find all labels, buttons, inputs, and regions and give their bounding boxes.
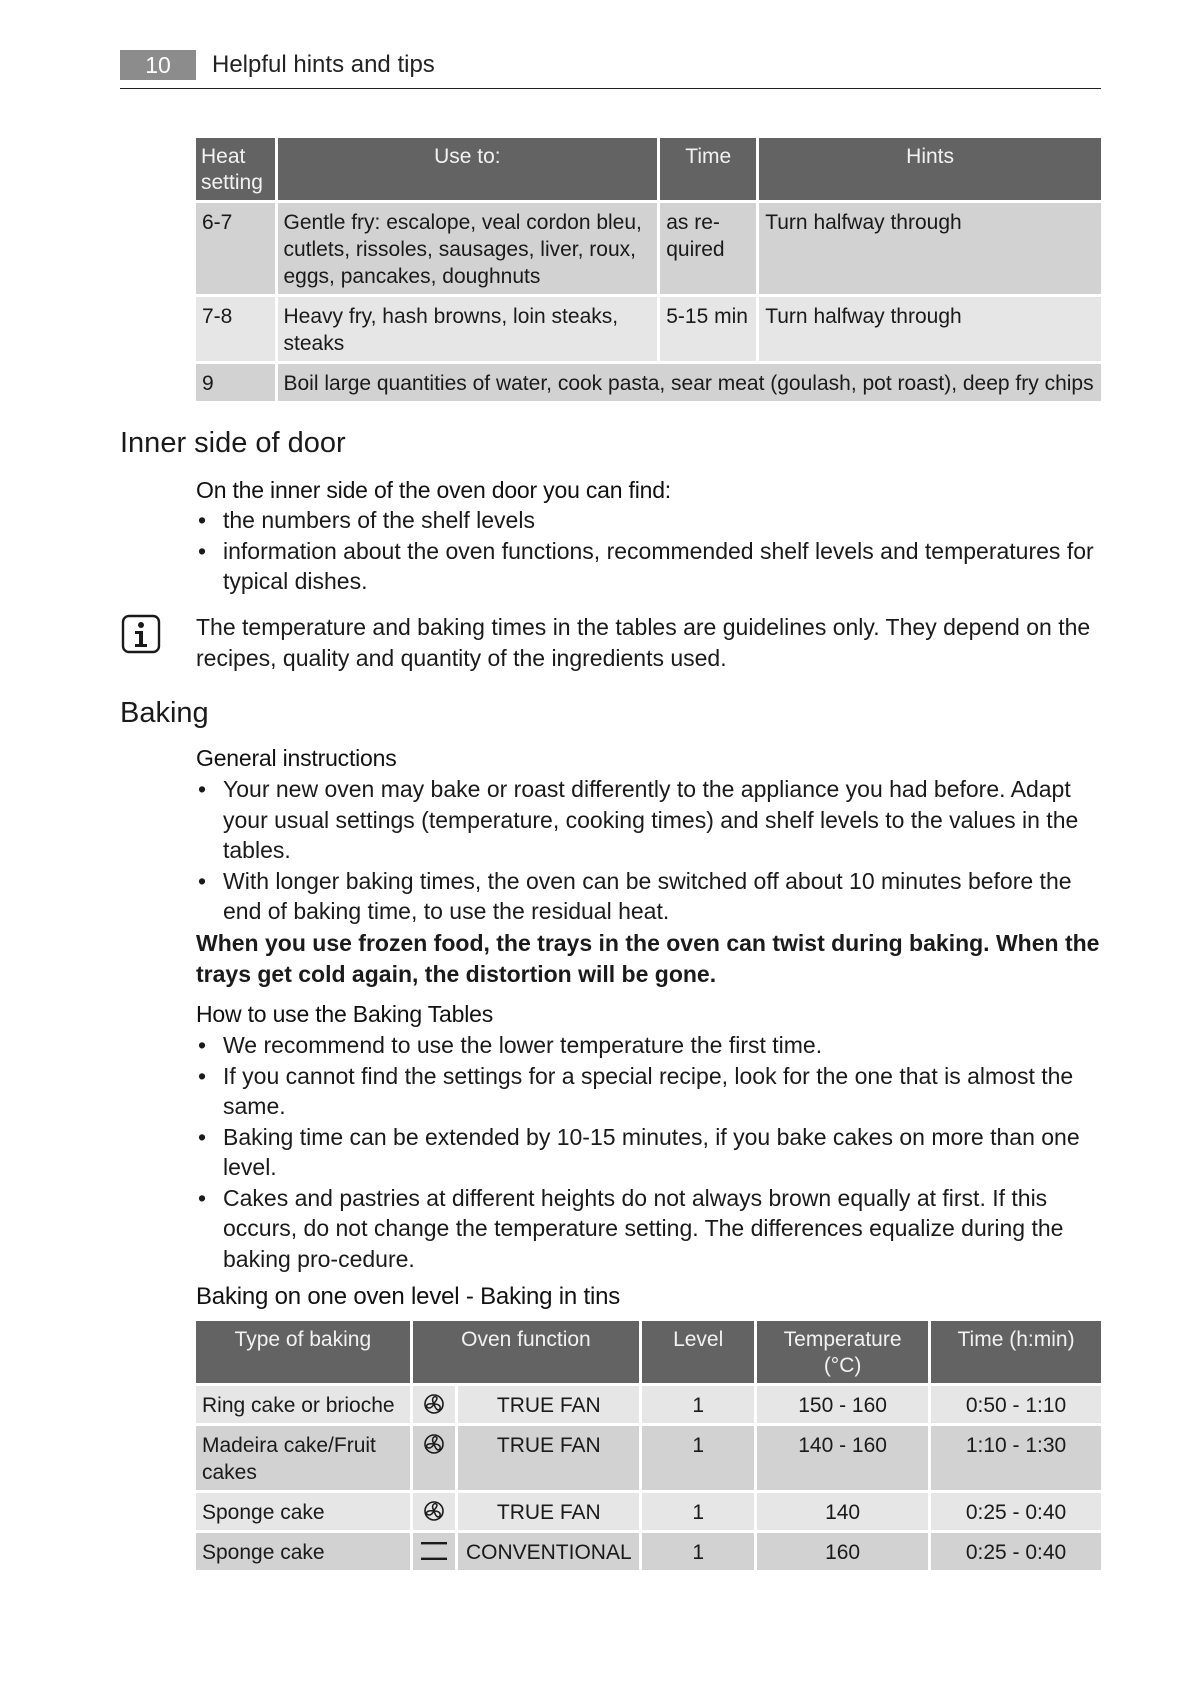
table-row	[196, 1533, 1101, 1570]
header-type: Type of baking	[196, 1321, 410, 1383]
function-cell: TRUE FAN	[458, 1386, 639, 1423]
function-cell: TRUE FAN	[458, 1493, 639, 1530]
heat-setting-cell: 7-8	[196, 297, 275, 361]
heat-setting-cell: 6-7	[196, 203, 275, 294]
function-cell: CONVENTIONAL	[458, 1533, 639, 1570]
heat-setting-cell: 9	[196, 364, 275, 401]
level-cell: 1	[642, 1426, 754, 1490]
table-header-row	[196, 1321, 1101, 1383]
hints-cell: Turn halfway through	[759, 297, 1101, 361]
header-level: Level	[642, 1321, 754, 1383]
type-cell: Madeira cake/Fruit cakes	[196, 1426, 410, 1490]
true-fan-icon	[413, 1426, 456, 1490]
baking-table	[193, 1318, 1104, 1573]
inner-door-list	[196, 505, 1106, 597]
type-cell: Sponge cake	[196, 1533, 410, 1570]
function-cell: TRUE FAN	[458, 1426, 639, 1490]
general-instructions-list	[196, 774, 1106, 927]
page-title: Helpful hints and tips	[212, 51, 435, 78]
use-cell: Boil large quantities of water, cook pasta, sear meat (goulash, pot roast), deep fry chips	[278, 364, 1102, 401]
list-item: • Cakes and pastries at different heights do not always brown equally at first. If this occurs, do not change the temperature setting. The differences equalize during the baking pro-cedure.	[196, 1183, 1106, 1275]
header-hints: Hints	[759, 138, 1101, 200]
info-note: The temperature and baking times in the tables are guidelines only. They depend on the recipes, quality and quantity of the ingredients used.	[196, 614, 1091, 671]
table-row	[196, 1426, 1101, 1490]
list-item: • the numbers of the shelf levels	[196, 505, 1106, 536]
list-item: • If you cannot find the settings for a special recipe, look for the one that is almost the same.	[196, 1061, 1106, 1122]
table-row	[196, 297, 1101, 361]
section-title-inner-door: Inner side of door	[120, 427, 346, 459]
header-function: Oven function	[413, 1321, 640, 1383]
list-item: • We recommend to use the lower temperature the first time.	[196, 1030, 1106, 1061]
temperature-cell: 140	[757, 1493, 928, 1530]
time-cell: 0:50 - 1:10	[931, 1386, 1101, 1423]
use-cell: Gentle fry: escalope, veal cordon bleu, cutlets, rissoles, sausages, liver, roux, eggs, pancakes, doughnuts	[278, 203, 658, 294]
list-item: • Your new oven may bake or roast differently to the appliance you had before. Adapt your usual settings (temperature, cooking times) and shelf levels to the values in the tables.	[196, 774, 1106, 866]
page-number: 10	[120, 50, 196, 80]
hints-cell: Turn halfway through	[759, 203, 1101, 294]
howto-list	[196, 1030, 1106, 1274]
conventional-icon	[413, 1533, 456, 1570]
table-row	[196, 1386, 1101, 1423]
level-cell: 1	[642, 1533, 754, 1570]
list-item: • information about the oven functions, recommended shelf levels and temperatures for typical dishes.	[196, 536, 1106, 597]
header-heat-setting: Heat setting	[196, 138, 275, 200]
table-row	[196, 203, 1101, 294]
table-row	[196, 1493, 1101, 1530]
level-cell: 1	[642, 1493, 754, 1530]
general-instructions-title: General instructions	[196, 745, 397, 771]
list-item: • Baking time can be extended by 10-15 minutes, if you bake cakes on more than one level.	[196, 1122, 1106, 1183]
type-cell: Ring cake or brioche	[196, 1386, 410, 1423]
use-cell: Heavy fry, hash browns, loin steaks, steaks	[278, 297, 658, 361]
temperature-cell: 140 - 160	[757, 1426, 928, 1490]
header-time: Time (h:min)	[931, 1321, 1101, 1383]
section-title-baking: Baking	[120, 697, 209, 729]
type-cell: Sponge cake	[196, 1493, 410, 1530]
temperature-cell: 160	[757, 1533, 928, 1570]
baking-table-title: Baking on one oven level - Baking in tins	[196, 1283, 621, 1310]
time-cell: 5-15 min	[660, 297, 756, 361]
list-item: • With longer baking times, the oven can be switched off about 10 minutes before the end of baking time, to use the residual heat.	[196, 866, 1106, 927]
time-cell: 0:25 - 0:40	[931, 1533, 1101, 1570]
true-fan-icon	[413, 1386, 456, 1423]
table-row	[196, 364, 1101, 401]
heat-setting-table	[193, 135, 1104, 404]
level-cell: 1	[642, 1386, 754, 1423]
inner-door-subtitle: On the inner side of the oven door you can find:	[196, 477, 671, 503]
frozen-food-note: When you use frozen food, the trays in the oven can twist during baking. When the trays get cold again, the distortion will be gone.	[196, 930, 1100, 987]
info-icon	[121, 614, 161, 654]
header-use: Use to:	[278, 138, 658, 200]
time-cell: 0:25 - 0:40	[931, 1493, 1101, 1530]
header-temperature: Temperature (°C)	[757, 1321, 928, 1383]
time-cell: 1:10 - 1:30	[931, 1426, 1101, 1490]
howto-title: How to use the Baking Tables	[196, 1001, 493, 1027]
time-cell: as re-quired	[660, 203, 756, 294]
temperature-cell: 150 - 160	[757, 1386, 928, 1423]
true-fan-icon	[413, 1493, 456, 1530]
header-time: Time	[660, 138, 756, 200]
page-header	[120, 50, 1101, 89]
table-header-row	[196, 138, 1101, 200]
